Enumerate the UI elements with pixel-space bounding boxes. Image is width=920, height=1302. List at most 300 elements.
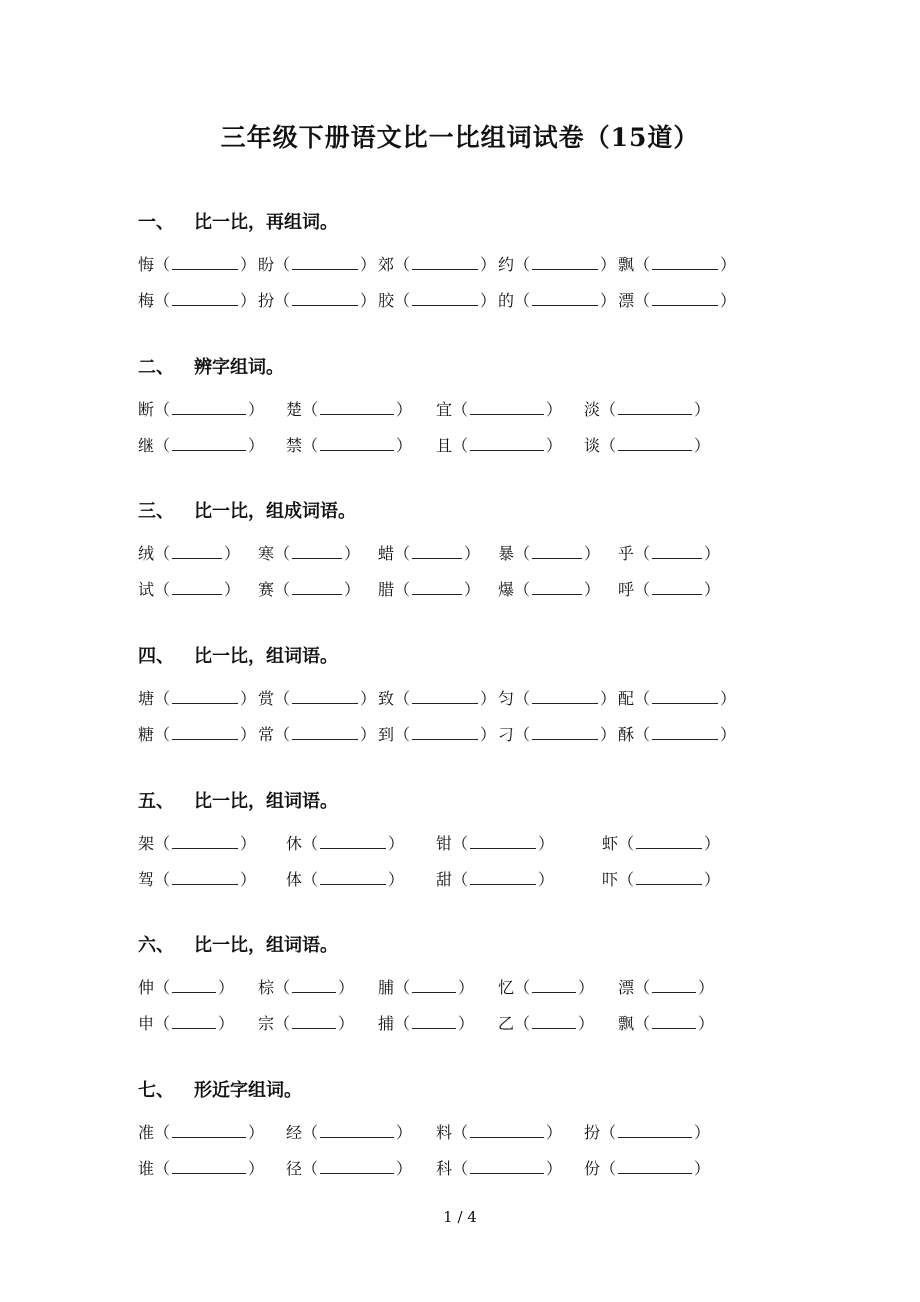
character-item bbox=[138, 686, 256, 709]
answer-blank[interactable] bbox=[292, 544, 342, 559]
character-item bbox=[258, 722, 376, 745]
answer-blank[interactable] bbox=[172, 400, 246, 415]
character: 继 bbox=[138, 436, 155, 455]
close-paren: ） bbox=[388, 870, 405, 889]
answer-blank[interactable] bbox=[292, 580, 342, 595]
close-paren: ） bbox=[720, 725, 737, 744]
answer-blank[interactable] bbox=[172, 978, 216, 993]
character-item bbox=[138, 397, 264, 420]
answer-blank[interactable] bbox=[320, 1123, 394, 1138]
character-item bbox=[436, 397, 562, 420]
character: 爆 bbox=[498, 580, 515, 599]
open-paren: （ bbox=[600, 400, 617, 419]
close-paren: ） bbox=[578, 1014, 595, 1033]
open-paren: （ bbox=[514, 580, 531, 599]
character: 到 bbox=[378, 725, 395, 744]
open-paren: （ bbox=[274, 725, 291, 744]
character-item bbox=[602, 831, 720, 854]
open-paren: （ bbox=[274, 978, 291, 997]
answer-blank[interactable] bbox=[172, 725, 238, 740]
character: 伸 bbox=[138, 978, 155, 997]
word-row bbox=[138, 1011, 770, 1039]
character-item bbox=[498, 541, 600, 564]
character-item bbox=[602, 867, 720, 890]
open-paren: （ bbox=[274, 544, 291, 563]
close-paren: ） bbox=[600, 725, 617, 744]
open-paren: （ bbox=[302, 834, 319, 853]
close-paren: ） bbox=[694, 436, 711, 455]
answer-blank[interactable] bbox=[412, 689, 478, 704]
character: 常 bbox=[258, 725, 275, 744]
character: 呼 bbox=[618, 580, 635, 599]
character-item bbox=[436, 867, 554, 890]
close-paren: ） bbox=[240, 689, 257, 708]
character: 匀 bbox=[498, 689, 515, 708]
close-paren: ） bbox=[396, 400, 413, 419]
close-paren: ） bbox=[458, 1014, 475, 1033]
character-item bbox=[584, 397, 710, 420]
open-paren: （ bbox=[154, 544, 171, 563]
character: 甜 bbox=[436, 870, 453, 889]
word-row bbox=[138, 252, 770, 280]
character: 钳 bbox=[436, 834, 453, 853]
close-paren: ） bbox=[240, 291, 257, 310]
character-item bbox=[618, 577, 720, 600]
answer-blank[interactable] bbox=[172, 544, 222, 559]
character: 糖 bbox=[138, 725, 155, 744]
close-paren: ） bbox=[396, 1123, 413, 1142]
character: 宗 bbox=[258, 1014, 275, 1033]
answer-blank[interactable] bbox=[618, 400, 692, 415]
character: 申 bbox=[138, 1014, 155, 1033]
answer-blank[interactable] bbox=[320, 834, 386, 849]
open-paren: （ bbox=[634, 1014, 651, 1033]
close-paren: ） bbox=[694, 1159, 711, 1178]
character: 扮 bbox=[584, 1123, 601, 1142]
answer-blank[interactable] bbox=[172, 291, 238, 306]
answer-blank[interactable] bbox=[470, 870, 536, 885]
answer-blank[interactable] bbox=[532, 544, 582, 559]
character: 寒 bbox=[258, 544, 275, 563]
close-paren: ） bbox=[720, 689, 737, 708]
open-paren: （ bbox=[634, 725, 651, 744]
open-paren: （ bbox=[274, 580, 291, 599]
section-heading bbox=[138, 497, 356, 523]
answer-blank[interactable] bbox=[652, 580, 702, 595]
character-item bbox=[498, 975, 594, 998]
close-paren: ） bbox=[388, 834, 405, 853]
answer-blank[interactable] bbox=[292, 689, 358, 704]
answer-blank[interactable] bbox=[470, 1159, 544, 1174]
character: 致 bbox=[378, 689, 395, 708]
character-item bbox=[378, 288, 496, 311]
answer-blank[interactable] bbox=[532, 580, 582, 595]
answer-blank[interactable] bbox=[532, 255, 598, 270]
open-paren: （ bbox=[154, 1123, 171, 1142]
close-paren: ） bbox=[360, 689, 377, 708]
character-item bbox=[138, 1120, 264, 1143]
character: 郊 bbox=[378, 255, 395, 274]
answer-blank[interactable] bbox=[172, 580, 222, 595]
character: 酥 bbox=[618, 725, 635, 744]
character: 乙 bbox=[498, 1014, 515, 1033]
character-item bbox=[498, 577, 600, 600]
character-item bbox=[378, 577, 480, 600]
answer-blank[interactable] bbox=[172, 1159, 246, 1174]
close-paren: ） bbox=[218, 1014, 235, 1033]
character-item bbox=[378, 975, 474, 998]
open-paren: （ bbox=[154, 834, 171, 853]
answer-blank[interactable] bbox=[652, 544, 702, 559]
character: 漂 bbox=[618, 291, 635, 310]
close-paren: ） bbox=[396, 1159, 413, 1178]
word-row bbox=[138, 288, 770, 316]
character: 楚 bbox=[286, 400, 303, 419]
close-paren: ） bbox=[694, 1123, 711, 1142]
open-paren: （ bbox=[154, 870, 171, 889]
open-paren: （ bbox=[452, 436, 469, 455]
character-item bbox=[286, 1156, 412, 1179]
open-paren: （ bbox=[154, 436, 171, 455]
open-paren: （ bbox=[514, 978, 531, 997]
character-item bbox=[618, 541, 720, 564]
section-heading bbox=[138, 208, 338, 234]
open-paren: （ bbox=[634, 978, 651, 997]
character: 虾 bbox=[602, 834, 619, 853]
answer-blank[interactable] bbox=[320, 436, 394, 451]
open-paren: （ bbox=[154, 725, 171, 744]
close-paren: ） bbox=[396, 436, 413, 455]
answer-blank[interactable] bbox=[532, 725, 598, 740]
answer-blank[interactable] bbox=[470, 834, 536, 849]
section-title: 形近字组词。 bbox=[194, 1080, 302, 1101]
character: 科 bbox=[436, 1159, 453, 1178]
character-item bbox=[258, 541, 360, 564]
open-paren: （ bbox=[154, 1014, 171, 1033]
answer-blank[interactable] bbox=[172, 689, 238, 704]
open-paren: （ bbox=[154, 689, 171, 708]
answer-blank[interactable] bbox=[172, 834, 238, 849]
close-paren: ） bbox=[698, 1014, 715, 1033]
character: 梅 bbox=[138, 291, 155, 310]
close-paren: ） bbox=[546, 1123, 563, 1142]
character-item bbox=[138, 252, 256, 275]
character: 塘 bbox=[138, 689, 155, 708]
section-heading bbox=[138, 931, 338, 957]
answer-blank[interactable] bbox=[292, 978, 336, 993]
open-paren: （ bbox=[154, 400, 171, 419]
close-paren: ） bbox=[584, 580, 601, 599]
character-item bbox=[286, 1120, 412, 1143]
close-paren: ） bbox=[546, 436, 563, 455]
answer-blank[interactable] bbox=[532, 689, 598, 704]
word-row bbox=[138, 1120, 770, 1148]
open-paren: （ bbox=[600, 436, 617, 455]
character-item bbox=[258, 1011, 354, 1034]
character-item bbox=[286, 831, 404, 854]
answer-blank[interactable] bbox=[652, 978, 696, 993]
open-paren: （ bbox=[394, 1014, 411, 1033]
character-item bbox=[584, 1156, 710, 1179]
character: 扮 bbox=[258, 291, 275, 310]
character-item bbox=[258, 577, 360, 600]
character: 忆 bbox=[498, 978, 515, 997]
answer-blank[interactable] bbox=[618, 436, 692, 451]
close-paren: ） bbox=[600, 291, 617, 310]
character: 漂 bbox=[618, 978, 635, 997]
answer-blank[interactable] bbox=[618, 1159, 692, 1174]
character-item bbox=[286, 397, 412, 420]
open-paren: （ bbox=[394, 255, 411, 274]
character: 腊 bbox=[378, 580, 395, 599]
open-paren: （ bbox=[634, 291, 651, 310]
character: 禁 bbox=[286, 436, 303, 455]
close-paren: ） bbox=[464, 544, 481, 563]
character: 胶 bbox=[378, 291, 395, 310]
answer-blank[interactable] bbox=[652, 689, 718, 704]
close-paren: ） bbox=[224, 544, 241, 563]
character: 捕 bbox=[378, 1014, 395, 1033]
character-item bbox=[498, 288, 616, 311]
character-item bbox=[498, 686, 616, 709]
answer-blank[interactable] bbox=[652, 1014, 696, 1029]
character-item bbox=[436, 1120, 562, 1143]
character-item bbox=[498, 722, 616, 745]
character-item bbox=[138, 975, 234, 998]
answer-blank[interactable] bbox=[320, 1159, 394, 1174]
answer-blank[interactable] bbox=[172, 255, 238, 270]
character: 且 bbox=[436, 436, 453, 455]
character: 刁 bbox=[498, 725, 515, 744]
close-paren: ） bbox=[546, 1159, 563, 1178]
close-paren: ） bbox=[704, 870, 721, 889]
close-paren: ） bbox=[224, 580, 241, 599]
character: 乎 bbox=[618, 544, 635, 563]
close-paren: ） bbox=[546, 400, 563, 419]
close-paren: ） bbox=[720, 255, 737, 274]
open-paren: （ bbox=[274, 1014, 291, 1033]
open-paren: （ bbox=[452, 400, 469, 419]
close-paren: ） bbox=[458, 978, 475, 997]
open-paren: （ bbox=[452, 870, 469, 889]
close-paren: ） bbox=[698, 978, 715, 997]
open-paren: （ bbox=[514, 544, 531, 563]
open-paren: （ bbox=[600, 1123, 617, 1142]
word-row bbox=[138, 1156, 770, 1184]
open-paren: （ bbox=[154, 580, 171, 599]
answer-blank[interactable] bbox=[292, 255, 358, 270]
open-paren: （ bbox=[302, 1123, 319, 1142]
character: 试 bbox=[138, 580, 155, 599]
section-heading bbox=[138, 642, 338, 668]
open-paren: （ bbox=[302, 436, 319, 455]
word-row bbox=[138, 541, 770, 569]
section-number: 五、 bbox=[138, 791, 174, 812]
character-item bbox=[258, 686, 376, 709]
character-item bbox=[378, 722, 496, 745]
open-paren: （ bbox=[452, 1123, 469, 1142]
character-item bbox=[618, 686, 736, 709]
character-item bbox=[138, 722, 256, 745]
character-item bbox=[138, 288, 256, 311]
open-paren: （ bbox=[154, 291, 171, 310]
character: 份 bbox=[584, 1159, 601, 1178]
page-title: 三年级下册语文比一比组词试卷（15道） bbox=[220, 123, 700, 152]
character-item bbox=[436, 433, 562, 456]
answer-blank[interactable] bbox=[172, 1014, 216, 1029]
section-title: 比一比，组成词语。 bbox=[194, 501, 356, 522]
answer-blank[interactable] bbox=[412, 255, 478, 270]
open-paren: （ bbox=[394, 544, 411, 563]
close-paren: ） bbox=[218, 978, 235, 997]
open-paren: （ bbox=[154, 978, 171, 997]
close-paren: ） bbox=[600, 689, 617, 708]
character-item bbox=[618, 722, 736, 745]
open-paren: （ bbox=[618, 834, 635, 853]
open-paren: （ bbox=[634, 255, 651, 274]
open-paren: （ bbox=[600, 1159, 617, 1178]
character: 准 bbox=[138, 1123, 155, 1142]
answer-blank[interactable] bbox=[636, 834, 702, 849]
character: 盼 bbox=[258, 255, 275, 274]
open-paren: （ bbox=[514, 689, 531, 708]
character: 约 bbox=[498, 255, 515, 274]
character-item bbox=[618, 252, 736, 275]
open-paren: （ bbox=[514, 255, 531, 274]
open-paren: （ bbox=[634, 544, 651, 563]
character: 驾 bbox=[138, 870, 155, 889]
character-item bbox=[436, 1156, 562, 1179]
answer-blank[interactable] bbox=[172, 1123, 246, 1138]
answer-blank[interactable] bbox=[412, 544, 462, 559]
word-row bbox=[138, 722, 770, 750]
answer-blank[interactable] bbox=[292, 725, 358, 740]
answer-blank[interactable] bbox=[652, 255, 718, 270]
section-number: 七、 bbox=[138, 1080, 174, 1101]
answer-blank[interactable] bbox=[412, 1014, 456, 1029]
character-item bbox=[138, 577, 240, 600]
open-paren: （ bbox=[634, 580, 651, 599]
character: 飘 bbox=[618, 255, 635, 274]
close-paren: ） bbox=[248, 436, 265, 455]
character: 赛 bbox=[258, 580, 275, 599]
close-paren: ） bbox=[480, 291, 497, 310]
answer-blank[interactable] bbox=[320, 400, 394, 415]
answer-blank[interactable] bbox=[532, 291, 598, 306]
close-paren: ） bbox=[248, 400, 265, 419]
close-paren: ） bbox=[704, 544, 721, 563]
character: 脯 bbox=[378, 978, 395, 997]
open-paren: （ bbox=[302, 870, 319, 889]
word-row bbox=[138, 433, 770, 461]
character-item bbox=[138, 541, 240, 564]
character-item bbox=[286, 433, 412, 456]
answer-blank[interactable] bbox=[172, 870, 238, 885]
close-paren: ） bbox=[694, 400, 711, 419]
close-paren: ） bbox=[704, 580, 721, 599]
answer-blank[interactable] bbox=[636, 870, 702, 885]
answer-blank[interactable] bbox=[652, 725, 718, 740]
character-item bbox=[258, 252, 376, 275]
answer-blank[interactable] bbox=[172, 436, 246, 451]
answer-blank[interactable] bbox=[652, 291, 718, 306]
section-number: 四、 bbox=[138, 646, 174, 667]
answer-blank[interactable] bbox=[470, 436, 544, 451]
open-paren: （ bbox=[452, 834, 469, 853]
answer-blank[interactable] bbox=[292, 291, 358, 306]
section-title: 比一比，再组词。 bbox=[194, 212, 338, 233]
answer-blank[interactable] bbox=[618, 1123, 692, 1138]
open-paren: （ bbox=[274, 291, 291, 310]
character: 棕 bbox=[258, 978, 275, 997]
open-paren: （ bbox=[154, 1159, 171, 1178]
section-number: 三、 bbox=[138, 501, 174, 522]
section-number: 二、 bbox=[138, 357, 174, 378]
character: 赏 bbox=[258, 689, 275, 708]
answer-blank[interactable] bbox=[292, 1014, 336, 1029]
character-item bbox=[138, 433, 264, 456]
answer-blank[interactable] bbox=[412, 725, 478, 740]
close-paren: ） bbox=[344, 580, 361, 599]
answer-blank[interactable] bbox=[470, 400, 544, 415]
word-row bbox=[138, 867, 770, 895]
answer-blank[interactable] bbox=[412, 978, 456, 993]
character: 谁 bbox=[138, 1159, 155, 1178]
close-paren: ） bbox=[538, 870, 555, 889]
character-item bbox=[138, 1156, 264, 1179]
section-heading bbox=[138, 1076, 302, 1102]
close-paren: ） bbox=[344, 544, 361, 563]
word-row bbox=[138, 831, 770, 859]
character: 体 bbox=[286, 870, 303, 889]
character-item bbox=[584, 433, 710, 456]
close-paren: ） bbox=[480, 725, 497, 744]
open-paren: （ bbox=[394, 689, 411, 708]
close-paren: ） bbox=[480, 689, 497, 708]
open-paren: （ bbox=[514, 1014, 531, 1033]
close-paren: ） bbox=[360, 725, 377, 744]
answer-blank[interactable] bbox=[470, 1123, 544, 1138]
close-paren: ） bbox=[464, 580, 481, 599]
answer-blank[interactable] bbox=[532, 978, 576, 993]
character: 断 bbox=[138, 400, 155, 419]
close-paren: ） bbox=[538, 834, 555, 853]
character-item bbox=[138, 1011, 234, 1034]
character: 料 bbox=[436, 1123, 453, 1142]
section-number: 六、 bbox=[138, 935, 174, 956]
character: 的 bbox=[498, 291, 515, 310]
character-item bbox=[258, 975, 354, 998]
word-row bbox=[138, 577, 770, 605]
word-row bbox=[138, 975, 770, 1003]
page-number: 1 / 4 bbox=[443, 1208, 477, 1226]
open-paren: （ bbox=[302, 1159, 319, 1178]
answer-blank[interactable] bbox=[412, 291, 478, 306]
answer-blank[interactable] bbox=[532, 1014, 576, 1029]
close-paren: ） bbox=[248, 1123, 265, 1142]
close-paren: ） bbox=[240, 255, 257, 274]
character: 宜 bbox=[436, 400, 453, 419]
answer-blank[interactable] bbox=[412, 580, 462, 595]
character: 绒 bbox=[138, 544, 155, 563]
character: 架 bbox=[138, 834, 155, 853]
word-row bbox=[138, 686, 770, 714]
open-paren: （ bbox=[514, 291, 531, 310]
section-heading bbox=[138, 787, 338, 813]
answer-blank[interactable] bbox=[320, 870, 386, 885]
character: 配 bbox=[618, 689, 635, 708]
close-paren: ） bbox=[578, 978, 595, 997]
